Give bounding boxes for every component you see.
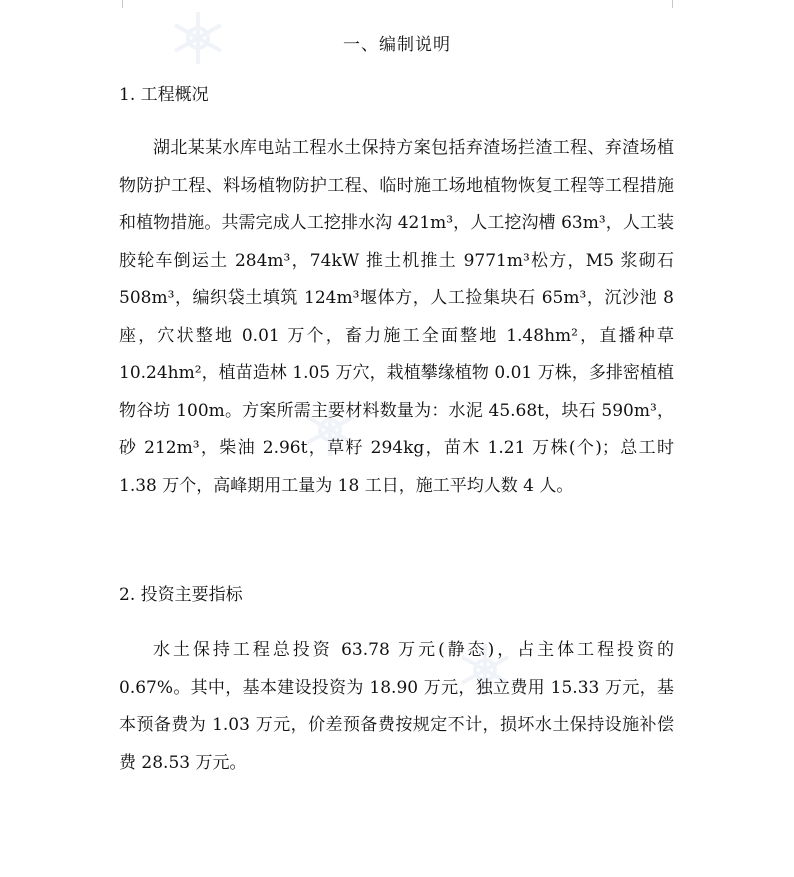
section-heading-investment-indicators: 2. 投资主要指标 xyxy=(119,585,243,605)
page-corner-mark-left xyxy=(98,0,123,8)
page-corner-mark-right xyxy=(672,0,697,8)
section-paragraph-project-overview: 湖北某某水库电站工程水土保持方案包括弃渣场拦渣工程、弃渣场植物防护工程、料场植物防护工程、临时施工场地植物恢复工程等工程措施和植物措施。共需完成人工挖排水沟 421m³，人工挖沟槽 63m³，人工装胶轮车倒运土 284m³，74kW 推土机推土 9771m³松方，M5 浆砌石 508m³，编织袋土填筑 124m³堰体方，人工捡集块石 65m³，沉沙池 8 座，穴状整地 0.01 万个，畜力施工全面整地 1.48hm²，直播种草 10.24hm²，植苗造林 1.05 万穴，栽植攀缘植物 0.01 万株，多排密植植物谷坊 100m。方案所需主要材料数量为：水泥 45.68t，块石 590m³，砂 212m³，柴油 2.96t，草籽 294kg，苗木 1.21 万株(个)；总工时 1.38 万个，高峰期用工量为 18 工日，施工平均人数 4 人。 xyxy=(119,138,674,496)
section-heading-project-overview: 1. 工程概况 xyxy=(119,85,209,105)
section-paragraph-investment-indicators: 水土保持工程总投资 63.78 万元(静态)，占主体工程投资的 0.67%。其中，基本建设投资为 18.90 万元，独立费用 15.33 万元，基本预备费为 1.03 万元，价差预备费按规定不计，损坏水土保持设施补偿费 28.53 万元。 xyxy=(119,640,674,773)
document-title: 一、编制说明 xyxy=(343,35,451,55)
